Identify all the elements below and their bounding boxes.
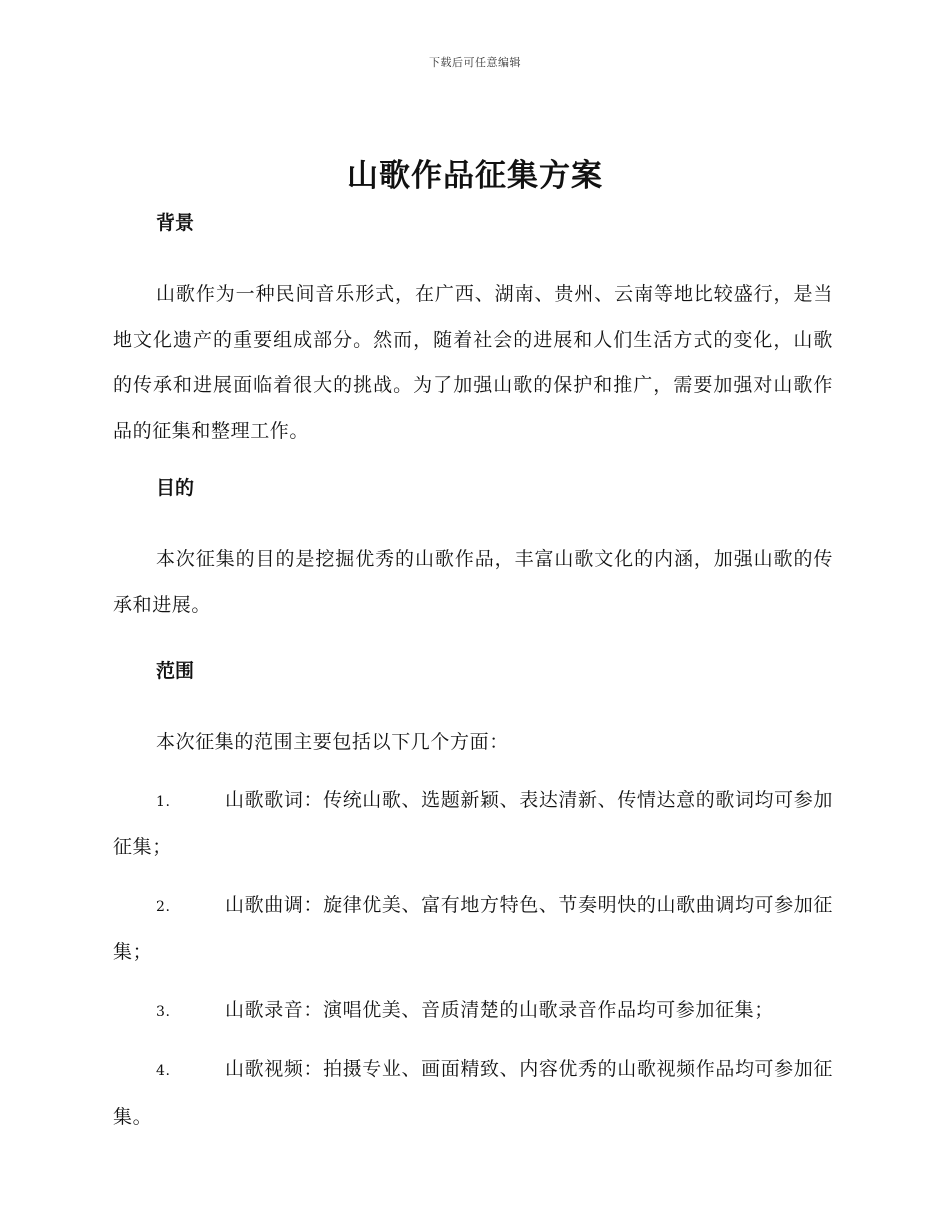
scope-intro: 本次征集的范围主要包括以下几个方面： — [156, 731, 509, 753]
list-item-number: 3. — [156, 1003, 171, 1020]
purpose-paragraph: 本次征集的目的是挖掘优秀的山歌作品，丰富山歌文化的内涵，加强山歌的传承和进展。 — [113, 548, 833, 616]
section-heading-purpose: 目的 — [156, 477, 195, 499]
background-paragraph: 山歌作为一种民间音乐形式，在广西、湖南、贵州、云南等地比较盛行，是当地文化遗产的重要组成部分。然而，随着社会的进展和人们生活方式的变化，山歌的传承和进展面临着很大的挑战。为了加强山歌的保护和推广，需要加强对山歌作品的征集和整理工作。 — [113, 283, 833, 442]
list-item — [113, 883, 833, 976]
header-note: 下载后可任意编辑 — [429, 56, 521, 69]
list-item — [113, 778, 833, 871]
list-item-number: 1. — [156, 793, 171, 810]
list-item-text: 山歌视频：拍摄专业、画面精致、内容优秀的山歌视频作品均可参加征集。 — [113, 1058, 833, 1128]
document-title: 山歌作品征集方案 — [347, 158, 603, 194]
list-item — [113, 1047, 833, 1140]
section-heading-background: 背景 — [156, 212, 195, 234]
list-item-text: 山歌录音：演唱优美、音质清楚的山歌录音作品均可参加征集； — [225, 998, 774, 1021]
list-item-number: 2. — [156, 898, 171, 915]
section-heading-scope: 范围 — [156, 660, 195, 682]
list-item-number: 4. — [156, 1063, 171, 1079]
list-item-text: 山歌歌词：传统山歌、选题新颖、表达清新、传情达意的歌词均可参加征集； — [113, 788, 833, 858]
list-item-text: 山歌曲调：旋律优美、富有地方特色、节奏明快的山歌曲调均可参加征集； — [113, 893, 833, 963]
list-item — [113, 988, 833, 1036]
document-body — [113, 208, 833, 1140]
